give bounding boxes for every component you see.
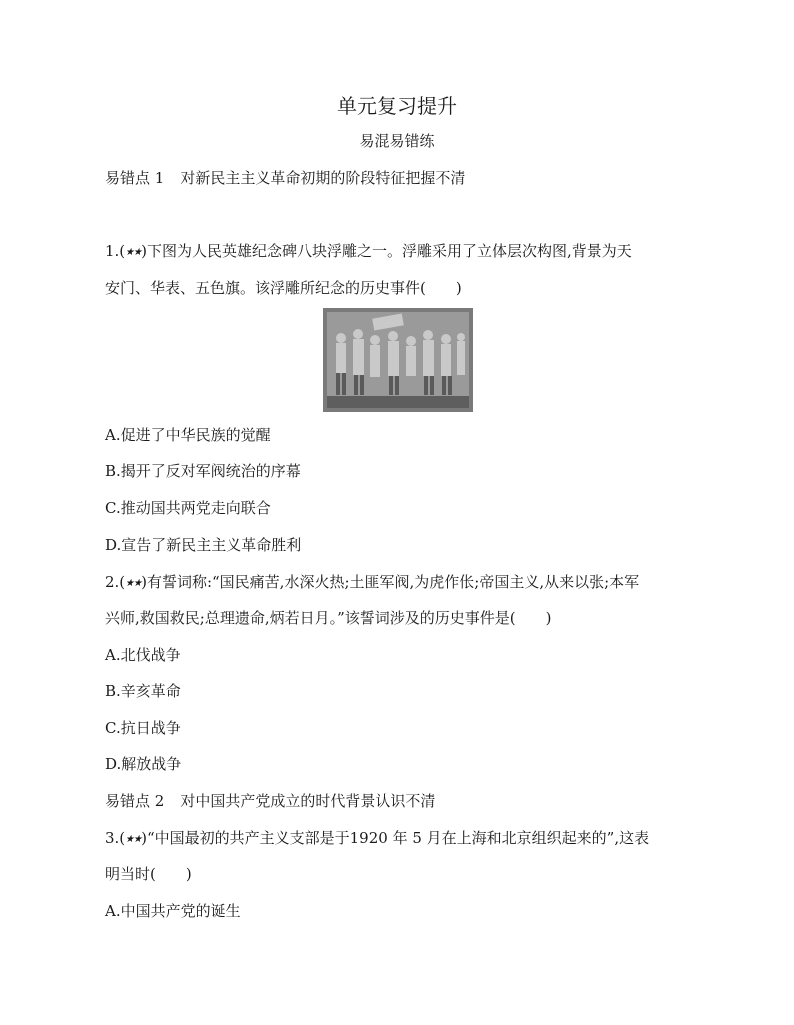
question-text: )下图为人民英雄纪念碑八块浮雕之一。浮雕采用了立体层次构图,背景为天 — [141, 242, 632, 260]
question-2-line-2 — [105, 608, 551, 628]
page-subtitle: 易混易错练 — [359, 132, 435, 150]
question-number: 2.( — [105, 573, 126, 591]
relief-image-icon — [323, 308, 473, 412]
question-text: 明当时( — [105, 865, 156, 883]
section-text: 对新民主主义革命初期的阶段特征把握不清 — [180, 169, 466, 187]
q3-option-a: A.中国共产党的诞生 — [105, 902, 241, 920]
question-1-line-1 — [105, 241, 632, 263]
question-2-line-1 — [105, 572, 639, 594]
q2-option-a: A.北伐战争 — [105, 646, 181, 664]
q1-option-c: C.推动国共两党走向联合 — [105, 499, 271, 517]
q1-option-a: A.促进了中华民族的觉醒 — [105, 426, 271, 444]
difficulty-stars-icon: ★★ — [125, 247, 142, 258]
q1-option-b: B.揭开了反对军阀统治的序幕 — [105, 462, 301, 480]
question-text: ) — [455, 279, 462, 297]
question-text: ) — [185, 865, 192, 883]
question-text: ) — [545, 609, 552, 627]
difficulty-stars-icon: ★★ — [125, 578, 142, 589]
question-number: 3.( — [105, 829, 126, 847]
relief-sculpture-photo — [323, 308, 473, 412]
question-text: )“中国最初的共产主义支部是于1920 年 5 月在上海和北京组织起来的”,这表 — [141, 829, 650, 847]
question-1-line-2 — [105, 278, 462, 298]
section-heading-1 — [105, 168, 465, 188]
question-text: 兴师,救国救民;总理遗命,炳若日月。”该誓词涉及的历史事件是( — [105, 609, 516, 627]
section-heading-2 — [105, 791, 435, 811]
question-number: 1.( — [105, 242, 126, 260]
page-title: 单元复习提升 — [337, 94, 457, 118]
question-3-line-2 — [105, 864, 192, 884]
q1-option-d: D.宣告了新民主主义革命胜利 — [105, 536, 302, 554]
q2-option-b: B.辛亥革命 — [105, 682, 181, 700]
q2-option-d: D.解放战争 — [105, 755, 182, 773]
question-text: )有誓词称:“国民痛苦,水深火热;土匪军阀,为虎作伥;帝国主义,从来以张;本军 — [141, 573, 640, 591]
section-text: 对中国共产党成立的时代背景认识不清 — [180, 792, 436, 810]
question-text: 安门、华表、五色旗。该浮雕所纪念的历史事件( — [105, 279, 426, 297]
question-3-line-1 — [105, 828, 649, 850]
q2-option-c: C.抗日战争 — [105, 719, 181, 737]
section-label: 易错点 2 — [105, 792, 165, 810]
difficulty-stars-icon: ★★ — [125, 834, 142, 845]
section-label: 易错点 1 — [105, 169, 165, 187]
